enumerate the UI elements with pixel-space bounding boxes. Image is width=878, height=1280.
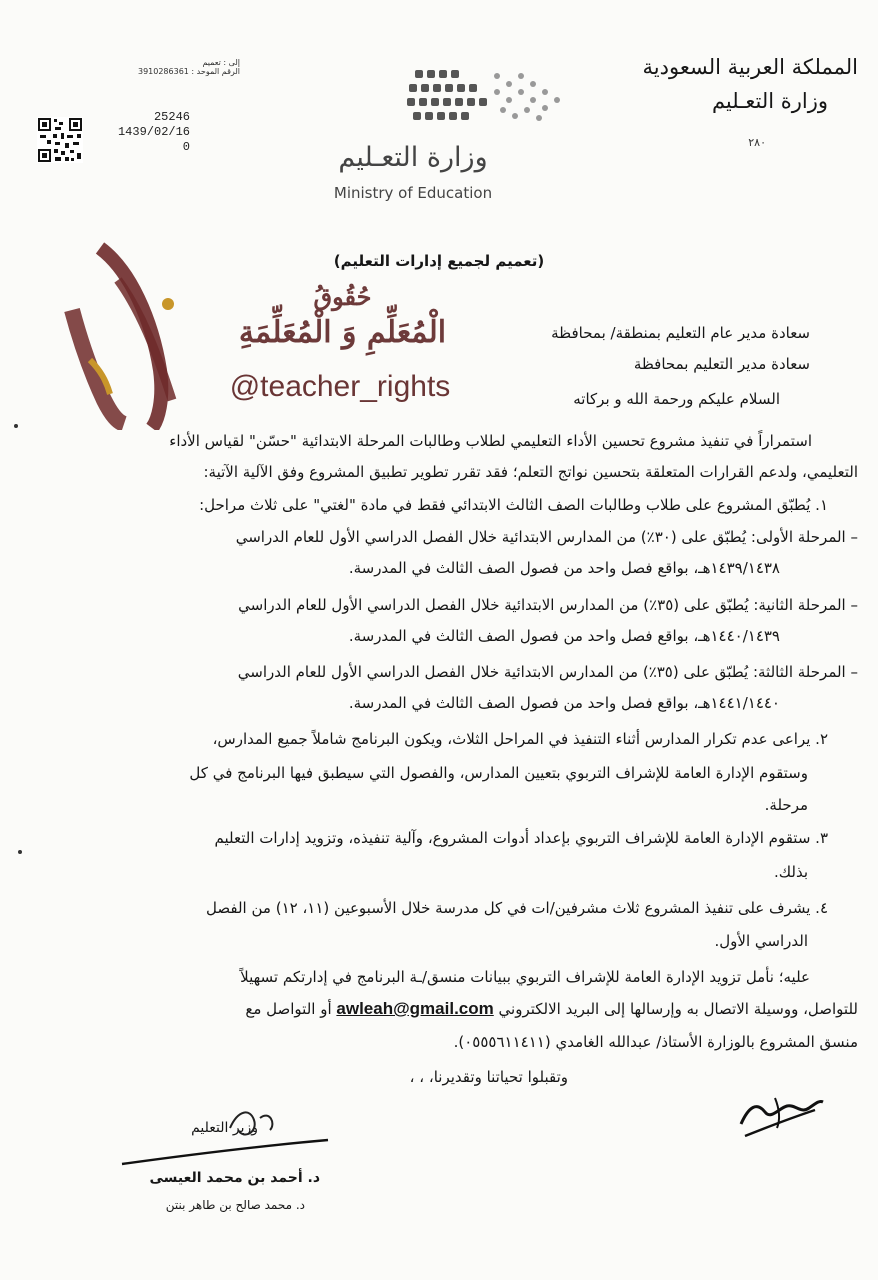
- minister-signature-icon: [120, 1100, 330, 1170]
- addressee-1: سعادة مدير عام التعليم بمنطقة/ بمحافظة: [551, 324, 810, 342]
- item-4-line-2: الدراسي الأول.: [714, 932, 808, 950]
- addressee-2: سعادة مدير التعليم بمحافظة: [633, 355, 810, 373]
- item-3-line-1: ٣. ستقوم الإدارة العامة للإشراف التربوي بإعداد أدوات المشروع، وآلية تنفيذه، وتزويد إدارات التعليم: [214, 829, 828, 847]
- small-ref: ٢٨٠: [748, 136, 766, 149]
- distribution-meta: [100, 58, 240, 76]
- letterhead-right: [618, 50, 858, 149]
- ministry-logo-dots-icon: [405, 62, 565, 132]
- closing-line-2-post: أو التواصل مع: [245, 1000, 332, 1018]
- margin-mark: [14, 424, 18, 428]
- closing-line-2-pre: للتواصل، ووسيلة الاتصال به وإرسالها إلى البريد الالكتروني: [498, 1000, 858, 1018]
- item-2-line-2: وستقوم الإدارة العامة للإشراف التربوي بتعيين المدارس، والفصول التي سيطبق فيها البرنامج في كل: [189, 764, 808, 782]
- item-2-line-3: مرحلة.: [764, 796, 808, 814]
- phase-2-line-2: ١٤٤٠/١٤٣٩هـ، بواقع فصل واحد من فصول الصف الثالث في المدرسة.: [348, 627, 780, 645]
- ref-date: 1439/02/16: [117, 125, 190, 139]
- signatory-name: د. أحمد بن محمد العيسى: [149, 1170, 320, 1186]
- phase-1-line-1: – المرحلة الأولى: يُطبّق على (٣٠٪) من المدارس الابتدائية خلال الفصل الدراسي الأول للعام الدراسي: [235, 528, 858, 546]
- contact-email-link[interactable]: awleah@gmail.com: [336, 999, 494, 1018]
- closing-line-2: [8, 994, 858, 1024]
- intro-line-1: استمراراً في تنفيذ مشروع تحسين الأداء التعليمي لطلاب وطالبات المرحلة الابتدائية "حسّن" لقياس الأداء: [169, 432, 812, 450]
- circular-title: (تعميم لجميع إدارات التعليم): [333, 252, 545, 270]
- item-2-line-1: ٢. يراعى عدم تكرار المدارس أثناء التنفيذ في المراحل الثلاث، ويكون البرنامج شاملاً جميع المدارس،: [212, 730, 828, 748]
- phase-3-line-1: – المرحلة الثالثة: يُطبّق على (٣٥٪) من المدارس الابتدائية خلال الفصل الدراسي الأول للعام الدراسي: [237, 663, 858, 681]
- signature-title: وزير التعليم: [191, 1120, 258, 1136]
- watermark-line1: حُقُوقُ: [313, 282, 372, 311]
- watermark-line2: الْمُعَلِّمِ وَ الْمُعَلِّمَةِ: [238, 315, 447, 350]
- closing-line-1: عليه؛ نأمل تزويد الإدارة العامة للإشراف التربوي ببيانات منسق/ـة البرنامج في إدارتكم تسهيلاً: [240, 968, 810, 986]
- ministry-name: وزارة التعـليم: [711, 89, 828, 113]
- regards: وتقبلوا تحياتنا وتقديرنا، ، ،: [409, 1068, 568, 1086]
- ref-number: 25246: [153, 110, 190, 124]
- intro-line-2: التعليمي، ولدعم القرارات المتعلقة بتحسين نواتج التعلم؛ فقد تقرر تطوير تطبيق المشروع وفق الآلية الآتية:: [203, 463, 858, 481]
- reference-block: [100, 110, 190, 155]
- logo-arabic-text: وزارة التعـليم: [338, 142, 488, 173]
- kingdom-name: المملكة العربية السعودية: [642, 55, 858, 79]
- item-4-line-1: ٤. يشرف على تنفيذ المشروع ثلاث مشرفين/ات في كل مدرسة خلال الأسبوعين (١١، ١٢) من الفصل: [206, 899, 828, 917]
- phase-3-line-2: ١٤٤١/١٤٤٠هـ، بواقع فصل واحد من فصول الصف الثالث في المدرسة.: [348, 694, 780, 712]
- meta-unified-number: الرقم الموحد : 3910286361: [137, 67, 240, 76]
- closing-line-3: منسق المشروع بالوزارة الأستاذ/ عبدالله الغامدي (٠٥٥٥٦١١٤١١).: [453, 1033, 858, 1051]
- watermark-handle: @teacher_rights: [229, 370, 451, 403]
- margin-mark: [18, 850, 22, 854]
- item-3-line-2: بذلك.: [773, 863, 808, 881]
- copy-signatory-name: د. محمد صالح بن طاهر بنتن: [165, 1198, 305, 1212]
- initials-signature-icon: [735, 1088, 825, 1143]
- logo-english-text: Ministry of Education: [333, 184, 493, 202]
- ref-attachments: 0: [182, 140, 190, 154]
- qr-code-icon: [37, 117, 83, 163]
- phase-1-line-2: ١٤٣٩/١٤٣٨هـ، بواقع فصل واحد من فصول الصف الثالث في المدرسة.: [348, 559, 780, 577]
- phase-2-line-1: – المرحلة الثانية: يُطبّق على (٣٥٪) من المدارس الابتدائية خلال الفصل الدراسي الأول للعام الدراسي: [238, 596, 858, 614]
- item-1-head: ١. يُطبّق المشروع على طلاب وطالبات الصف الثالث الابتدائي فقط في مادة "لغتي" على ثلاث مراحل:: [199, 496, 828, 514]
- meta-to: إلى : تعميم: [202, 58, 240, 67]
- greeting: السلام عليكم ورحمة الله و بركاته: [573, 390, 780, 408]
